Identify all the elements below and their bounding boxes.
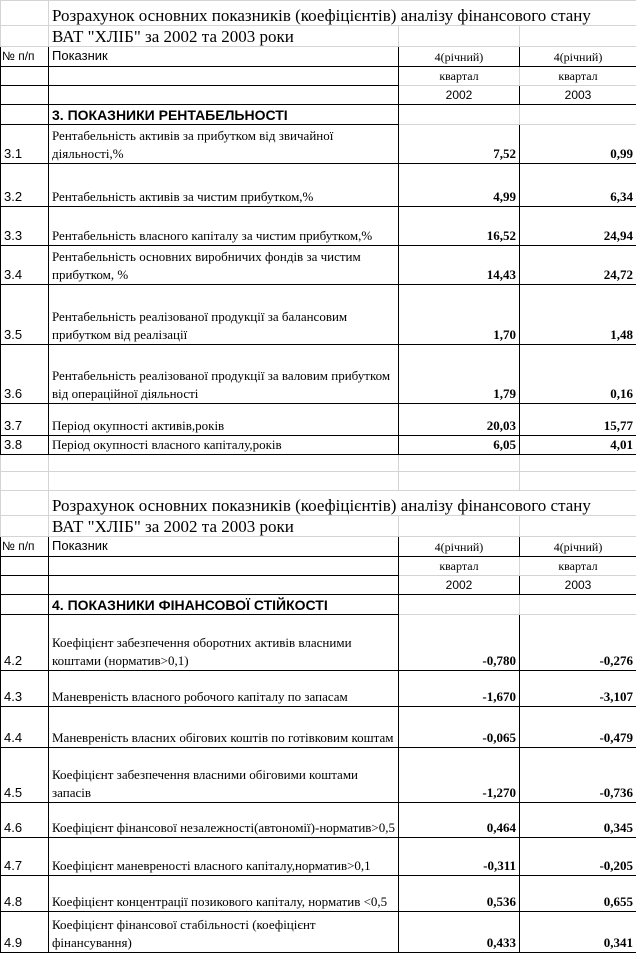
row-number: 4.3 — [1, 671, 49, 707]
value-2002: -1,670 — [399, 671, 520, 707]
empty-cell — [520, 455, 636, 472]
subtitle-row — [1, 26, 636, 47]
title-row — [1, 1, 636, 26]
empty-cell — [1, 105, 49, 125]
column-header-quarter-2003: квартал — [520, 557, 636, 576]
empty-cell — [1, 595, 49, 615]
empty-row — [1, 455, 636, 472]
indicator-name: Період окупності власного капіталу,років — [49, 436, 399, 455]
empty-cell — [1, 516, 49, 537]
title-row — [1, 491, 636, 516]
value-2002: 16,52 — [399, 207, 520, 246]
empty-cell — [399, 516, 520, 537]
row-number: 3.8 — [1, 436, 49, 455]
section-row — [1, 105, 636, 125]
row-number: 3.6 — [1, 345, 49, 404]
column-header-indicator: Показник — [49, 537, 399, 557]
indicator-name: Рентабельність активів за чистим прибутком,% — [49, 164, 399, 207]
table-row — [1, 164, 636, 207]
empty-cell — [1, 1, 49, 26]
value-2003: 6,34 — [520, 164, 636, 207]
row-number: 3.7 — [1, 404, 49, 436]
value-2003: 15,77 — [520, 404, 636, 436]
column-header-indicator: Показник — [49, 47, 399, 67]
column-header-year-2002: 2002 — [399, 576, 520, 595]
row-number: 4.7 — [1, 838, 49, 876]
indicator-name: Рентабельність основних виробничих фондів за чистим прибутком, % — [49, 246, 399, 285]
value-2003: 1,48 — [520, 285, 636, 345]
table-row — [1, 345, 636, 404]
indicator-name: Маневреність власного робочого капіталу по запасам — [49, 671, 399, 707]
empty-cell — [49, 472, 399, 491]
table-row — [1, 207, 636, 246]
report-title: Розрахунок основних показників (коефіцієнтів) аналізу фінансового стану — [49, 491, 636, 516]
empty-cell — [1, 491, 49, 516]
section-title: 3. ПОКАЗНИКИ РЕНТАБЕЛЬНОСТІ — [49, 105, 399, 125]
column-header-period-2003: 4(річний) — [520, 537, 636, 557]
value-2003: -0,276 — [520, 615, 636, 671]
value-2002: 6,05 — [399, 436, 520, 455]
column-header-period-2002: 4(річний) — [399, 537, 520, 557]
table-row — [1, 246, 636, 285]
header-row — [1, 67, 636, 86]
empty-cell — [399, 455, 520, 472]
indicator-name: Коефіцієнт маневреності власного капіталу,норматив>0,1 — [49, 838, 399, 876]
row-number: 3.1 — [1, 125, 49, 164]
empty-cell — [520, 472, 636, 491]
header-row — [1, 557, 636, 576]
indicator-name: Рентабельність власного капіталу за чистим прибутком,% — [49, 207, 399, 246]
table-row — [1, 125, 636, 164]
value-2002: 0,536 — [399, 876, 520, 912]
table-row — [1, 803, 636, 838]
indicator-name: Коефіцієнт фінансової стабільності (коефіцієнт фінансування) — [49, 912, 399, 953]
empty-cell — [49, 576, 399, 595]
value-2002: 1,70 — [399, 285, 520, 345]
value-2002: 4,99 — [399, 164, 520, 207]
empty-cell — [399, 472, 520, 491]
value-2003: 24,72 — [520, 246, 636, 285]
empty-cell — [49, 455, 399, 472]
value-2003: 0,655 — [520, 876, 636, 912]
header-row — [1, 47, 636, 67]
empty-cell — [49, 67, 399, 86]
indicator-name: Рентабельність реалізованої продукції за балансовим прибутком від реалізації — [49, 285, 399, 345]
value-2003: -0,205 — [520, 838, 636, 876]
value-2002: 0,464 — [399, 803, 520, 838]
table-row — [1, 615, 636, 671]
table-row — [1, 285, 636, 345]
table-row — [1, 838, 636, 876]
value-2002: 20,03 — [399, 404, 520, 436]
empty-cell — [1, 472, 49, 491]
row-number: 3.4 — [1, 246, 49, 285]
column-header-year-2003: 2003 — [520, 576, 636, 595]
empty-cell — [1, 576, 49, 595]
value-2003: 0,99 — [520, 125, 636, 164]
value-2002: -0,780 — [399, 615, 520, 671]
empty-cell — [1, 86, 49, 105]
value-2003: 24,94 — [520, 207, 636, 246]
report-subtitle: ВАТ "ХЛІБ" за 2002 та 2003 роки — [49, 516, 399, 537]
empty-cell — [520, 26, 636, 47]
indicator-name: Коефіцієнт забезпечення оборотних активів власними коштами (норматив>0,1) — [49, 615, 399, 671]
value-2003: -0,736 — [520, 748, 636, 803]
table-row — [1, 912, 636, 953]
indicator-name: Рентабельність активів за прибутком від звичайної діяльності,% — [49, 125, 399, 164]
row-number: 4.2 — [1, 615, 49, 671]
table-row — [1, 748, 636, 803]
column-header-period-2002: 4(річний) — [399, 47, 520, 67]
empty-cell — [49, 86, 399, 105]
indicator-name: Коефіцієнт забезпечення власними обіговими коштами запасів — [49, 748, 399, 803]
empty-cell — [399, 105, 520, 125]
indicator-name: Коефіцієнт концентрації позикового капіталу, норматив <0,5 — [49, 876, 399, 912]
value-2002: -1,270 — [399, 748, 520, 803]
value-2003: -0,479 — [520, 707, 636, 748]
empty-cell — [520, 105, 636, 125]
table-row — [1, 707, 636, 748]
value-2002: 7,52 — [399, 125, 520, 164]
empty-row — [1, 472, 636, 491]
header-row — [1, 537, 636, 557]
value-2002: -0,065 — [399, 707, 520, 748]
row-number: 4.9 — [1, 912, 49, 953]
report-title: Розрахунок основних показників (коефіцієнтів) аналізу фінансового стану — [49, 1, 636, 26]
empty-cell — [49, 557, 399, 576]
indicator-name: Маневреність власних обігових коштів по готівковим коштам — [49, 707, 399, 748]
empty-cell — [399, 26, 520, 47]
indicator-name: Період окупності активів,років — [49, 404, 399, 436]
row-number: 4.6 — [1, 803, 49, 838]
empty-cell — [1, 67, 49, 86]
subtitle-row — [1, 516, 636, 537]
row-number: 4.5 — [1, 748, 49, 803]
row-number: 4.4 — [1, 707, 49, 748]
column-header-quarter-2003: квартал — [520, 67, 636, 86]
section-title: 4. ПОКАЗНИКИ ФІНАНСОВОЇ СТІЙКОСТІ — [49, 595, 399, 615]
column-header-quarter-2002: квартал — [399, 557, 520, 576]
table-row — [1, 404, 636, 436]
value-2002: 0,433 — [399, 912, 520, 953]
header-row — [1, 576, 636, 595]
row-number: 4.8 — [1, 876, 49, 912]
indicator-name: Рентабельність реалізованої продукції за валовим прибутком від операційної діяльності — [49, 345, 399, 404]
empty-cell — [1, 455, 49, 472]
row-number: 3.3 — [1, 207, 49, 246]
table-row — [1, 671, 636, 707]
column-header-quarter-2002: квартал — [399, 67, 520, 86]
row-number: 3.5 — [1, 285, 49, 345]
value-2003: -3,107 — [520, 671, 636, 707]
value-2003: 0,341 — [520, 912, 636, 953]
indicator-name: Коефіцієнт фінансової незалежності(автономії)-норматив>0,5 — [49, 803, 399, 838]
section-row — [1, 595, 636, 615]
column-header-number: № п/п — [1, 47, 49, 67]
table-row — [1, 436, 636, 455]
value-2002: 14,43 — [399, 246, 520, 285]
header-row — [1, 86, 636, 105]
empty-cell — [1, 26, 49, 47]
row-number: 3.2 — [1, 164, 49, 207]
column-header-period-2003: 4(річний) — [520, 47, 636, 67]
column-header-number: № п/п — [1, 537, 49, 557]
empty-cell — [399, 595, 520, 615]
value-2003: 0,345 — [520, 803, 636, 838]
value-2002: -0,311 — [399, 838, 520, 876]
value-2003: 4,01 — [520, 436, 636, 455]
column-header-year-2002: 2002 — [399, 86, 520, 105]
report-subtitle: ВАТ "ХЛІБ" за 2002 та 2003 роки — [49, 26, 399, 47]
column-header-year-2003: 2003 — [520, 86, 636, 105]
empty-cell — [520, 595, 636, 615]
value-2002: 1,79 — [399, 345, 520, 404]
empty-cell — [520, 516, 636, 537]
value-2003: 0,16 — [520, 345, 636, 404]
empty-cell — [1, 557, 49, 576]
table-row — [1, 876, 636, 912]
